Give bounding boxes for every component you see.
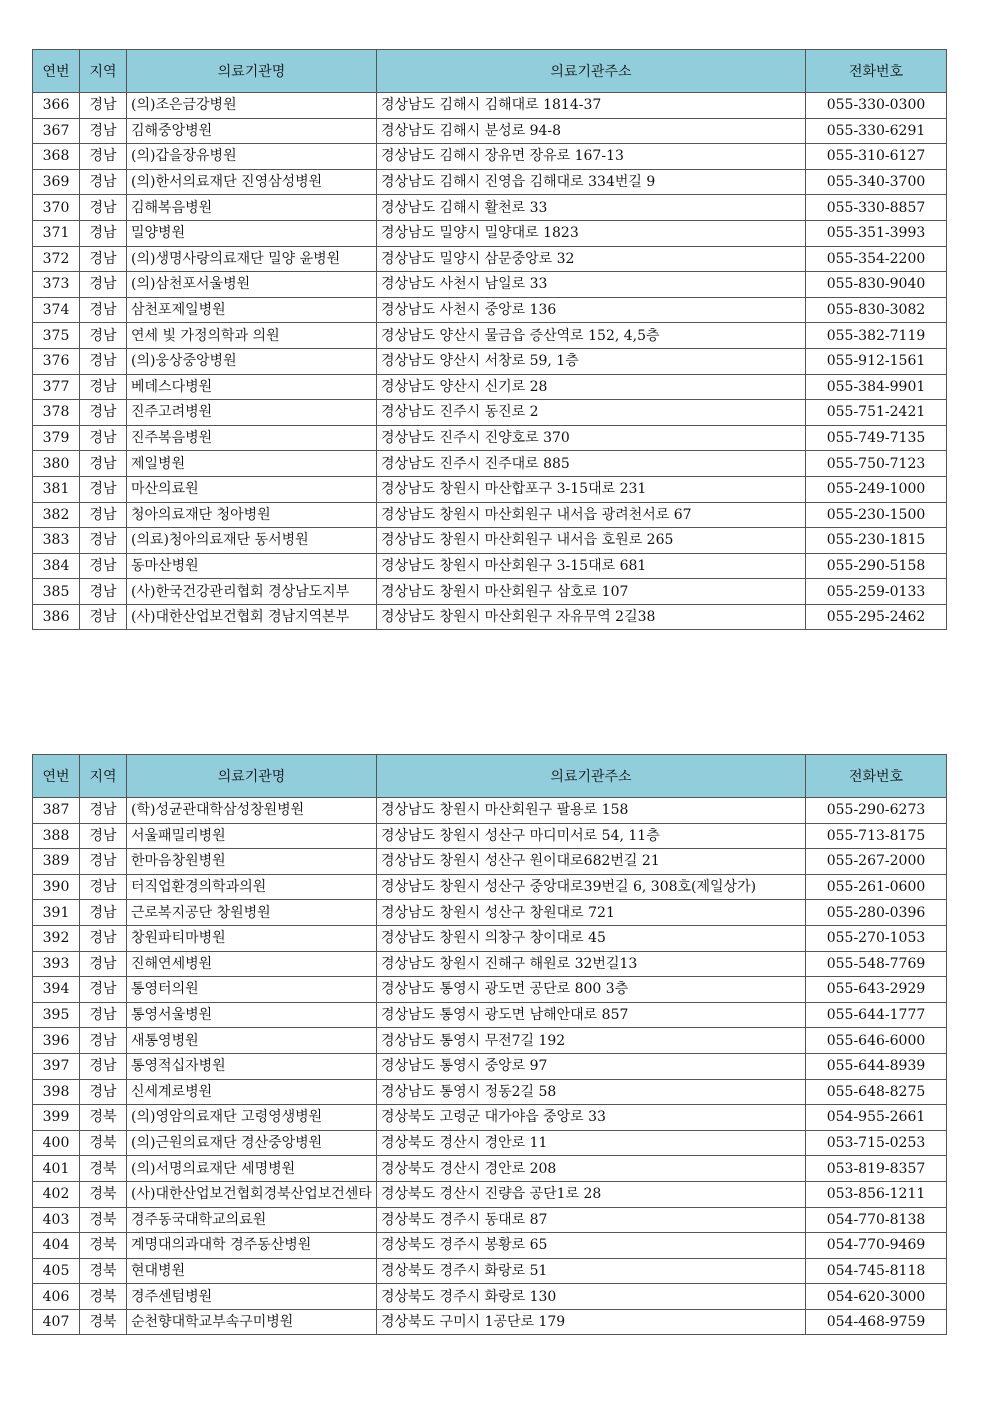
cell-address: 경상북도 경산시 경안로 208	[377, 1156, 806, 1182]
table-row	[33, 297, 947, 323]
cell-no: 378	[33, 400, 80, 426]
cell-phone: 054-770-9469	[806, 1233, 947, 1259]
cell-no: 369	[33, 169, 80, 195]
cell-no: 376	[33, 348, 80, 374]
table-row	[33, 93, 947, 119]
cell-region: 경북	[80, 1105, 127, 1131]
cell-no: 404	[33, 1233, 80, 1259]
cell-region: 경남	[80, 528, 127, 554]
cell-name: 통영적십자병원	[127, 1053, 377, 1079]
cell-region: 경남	[80, 476, 127, 502]
cell-region: 경남	[80, 874, 127, 900]
cell-region: 경남	[80, 400, 127, 426]
cell-name: 베데스다병원	[127, 374, 377, 400]
table-row	[33, 348, 947, 374]
table-row	[33, 798, 947, 824]
cell-region: 경남	[80, 451, 127, 477]
cell-address: 경상북도 고령군 대가야읍 중앙로 33	[377, 1105, 806, 1131]
table-row	[33, 1181, 947, 1207]
cell-address: 경상남도 김해시 장유면 장유로 167-13	[377, 144, 806, 170]
cell-no: 401	[33, 1156, 80, 1182]
cell-name: 경주센텀병원	[127, 1284, 377, 1310]
cell-phone: 055-648-8275	[806, 1079, 947, 1105]
cell-address: 경상남도 창원시 성산구 마디미서로 54, 11층	[377, 823, 806, 849]
cell-no: 386	[33, 604, 80, 630]
cell-phone: 055-295-2462	[806, 604, 947, 630]
cell-address: 경상북도 경산시 경안로 11	[377, 1130, 806, 1156]
col-header-address: 의료기관주소	[377, 50, 806, 93]
cell-name: (의)갑을장유병원	[127, 144, 377, 170]
cell-name: 김해중앙병원	[127, 118, 377, 144]
cell-phone: 055-830-9040	[806, 272, 947, 298]
cell-no: 382	[33, 502, 80, 528]
cell-region: 경남	[80, 323, 127, 349]
cell-region: 경남	[80, 169, 127, 195]
table-row	[33, 604, 947, 630]
cell-phone: 053-819-8357	[806, 1156, 947, 1182]
cell-phone: 054-620-3000	[806, 1284, 947, 1310]
col-header-region: 지역	[80, 50, 127, 93]
cell-name: 동마산병원	[127, 553, 377, 579]
table-row	[33, 144, 947, 170]
cell-region: 경남	[80, 1079, 127, 1105]
cell-no: 399	[33, 1105, 80, 1131]
cell-name: 마산의료원	[127, 476, 377, 502]
cell-no: 398	[33, 1079, 80, 1105]
cell-phone: 055-290-5158	[806, 553, 947, 579]
cell-name: 제일병원	[127, 451, 377, 477]
cell-no: 370	[33, 195, 80, 221]
cell-name: 서울패밀리병원	[127, 823, 377, 849]
table-header-row	[33, 50, 947, 93]
cell-phone: 053-856-1211	[806, 1181, 947, 1207]
cell-address: 경상남도 통영시 정동2길 58	[377, 1079, 806, 1105]
cell-no: 395	[33, 1002, 80, 1028]
cell-phone: 055-912-1561	[806, 348, 947, 374]
cell-region: 경남	[80, 144, 127, 170]
col-header-phone: 전화번호	[806, 50, 947, 93]
cell-region: 경남	[80, 1028, 127, 1054]
cell-address: 경상남도 김해시 활천로 33	[377, 195, 806, 221]
cell-no: 379	[33, 425, 80, 451]
table-row	[33, 951, 947, 977]
table-row	[33, 1284, 947, 1310]
cell-address: 경상남도 사천시 중앙로 136	[377, 297, 806, 323]
cell-region: 경남	[80, 900, 127, 926]
col-header-no: 연번	[33, 50, 80, 93]
cell-name: 현대병원	[127, 1258, 377, 1284]
cell-region: 경북	[80, 1207, 127, 1233]
cell-name: 통영터의원	[127, 977, 377, 1003]
cell-name: 경주동국대학교의료원	[127, 1207, 377, 1233]
cell-address: 경상남도 통영시 중앙로 97	[377, 1053, 806, 1079]
cell-phone: 055-382-7119	[806, 323, 947, 349]
cell-name: (사)한국건강관리협회 경상남도지부	[127, 579, 377, 605]
cell-phone: 055-644-8939	[806, 1053, 947, 1079]
cell-no: 367	[33, 118, 80, 144]
cell-name: (학)성균관대학삼성창원병원	[127, 798, 377, 824]
col-header-phone: 전화번호	[806, 755, 947, 798]
cell-address: 경상남도 밀양시 밀양대로 1823	[377, 220, 806, 246]
table-row	[33, 977, 947, 1003]
cell-address: 경상남도 김해시 진영읍 김해대로 334번길 9	[377, 169, 806, 195]
table-row	[33, 1002, 947, 1028]
cell-name: 순천향대학교부속구미병원	[127, 1309, 377, 1335]
cell-name: (의료)청아의료재단 동서병원	[127, 528, 377, 554]
cell-phone: 054-770-8138	[806, 1207, 947, 1233]
table-row	[33, 451, 947, 477]
cell-address: 경상남도 창원시 진해구 해원로 32번길13	[377, 951, 806, 977]
cell-no: 373	[33, 272, 80, 298]
cell-region: 경남	[80, 93, 127, 119]
cell-name: (사)대한산업보건협회 경남지역본부	[127, 604, 377, 630]
table-row	[33, 323, 947, 349]
cell-address: 경상남도 사천시 남일로 33	[377, 272, 806, 298]
cell-address: 경상남도 통영시 광도면 공단로 800 3층	[377, 977, 806, 1003]
cell-no: 387	[33, 798, 80, 824]
cell-region: 경남	[80, 849, 127, 875]
cell-no: 377	[33, 374, 80, 400]
cell-address: 경상남도 창원시 마산회원구 자유무역 2길38	[377, 604, 806, 630]
cell-no: 402	[33, 1181, 80, 1207]
cell-phone: 055-330-8857	[806, 195, 947, 221]
cell-address: 경상북도 경주시 봉황로 65	[377, 1233, 806, 1259]
cell-no: 397	[33, 1053, 80, 1079]
table-row	[33, 374, 947, 400]
cell-name: 진주복음병원	[127, 425, 377, 451]
table-row	[33, 1053, 947, 1079]
cell-no: 383	[33, 528, 80, 554]
table-row	[33, 553, 947, 579]
cell-address: 경상남도 양산시 서창로 59, 1층	[377, 348, 806, 374]
table-row	[33, 1258, 947, 1284]
cell-region: 경북	[80, 1130, 127, 1156]
cell-region: 경남	[80, 553, 127, 579]
cell-address: 경상북도 경산시 진량읍 공단1로 28	[377, 1181, 806, 1207]
table-row	[33, 849, 947, 875]
table-row	[33, 220, 947, 246]
table-body-2	[33, 798, 947, 1335]
cell-region: 경북	[80, 1258, 127, 1284]
cell-phone: 055-330-0300	[806, 93, 947, 119]
cell-region: 경남	[80, 977, 127, 1003]
cell-phone: 054-955-2661	[806, 1105, 947, 1131]
cell-name: 진해연세병원	[127, 951, 377, 977]
cell-no: 368	[33, 144, 80, 170]
cell-region: 경남	[80, 297, 127, 323]
cell-phone: 055-340-3700	[806, 169, 947, 195]
cell-address: 경상남도 창원시 성산구 원이대로682번길 21	[377, 849, 806, 875]
cell-no: 366	[33, 93, 80, 119]
cell-no: 381	[33, 476, 80, 502]
cell-no: 389	[33, 849, 80, 875]
cell-name: (의)근원의료재단 경산중앙병원	[127, 1130, 377, 1156]
cell-name: 밀양병원	[127, 220, 377, 246]
cell-region: 경남	[80, 579, 127, 605]
cell-address: 경상남도 진주시 진양호로 370	[377, 425, 806, 451]
cell-region: 경남	[80, 425, 127, 451]
cell-name: 창원파티마병원	[127, 925, 377, 951]
cell-name: 근로복지공단 창원병원	[127, 900, 377, 926]
cell-address: 경상북도 구미시 1공단로 179	[377, 1309, 806, 1335]
cell-no: 396	[33, 1028, 80, 1054]
cell-region: 경남	[80, 1053, 127, 1079]
cell-region: 경남	[80, 348, 127, 374]
table-row	[33, 272, 947, 298]
cell-no: 372	[33, 246, 80, 272]
cell-phone: 055-644-1777	[806, 1002, 947, 1028]
cell-region: 경북	[80, 1284, 127, 1310]
hospital-table-1	[32, 49, 947, 630]
cell-region: 경북	[80, 1309, 127, 1335]
cell-region: 경북	[80, 1233, 127, 1259]
cell-phone: 054-468-9759	[806, 1309, 947, 1335]
cell-phone: 055-384-9901	[806, 374, 947, 400]
cell-region: 경남	[80, 195, 127, 221]
cell-address: 경상남도 창원시 마산회원구 삼호로 107	[377, 579, 806, 605]
cell-no: 375	[33, 323, 80, 349]
cell-no: 405	[33, 1258, 80, 1284]
table-row	[33, 1130, 947, 1156]
col-header-address: 의료기관주소	[377, 755, 806, 798]
table-row	[33, 1309, 947, 1335]
table-row	[33, 823, 947, 849]
col-header-no: 연번	[33, 755, 80, 798]
cell-phone: 055-259-0133	[806, 579, 947, 605]
cell-no: 385	[33, 579, 80, 605]
cell-name: (의)생명사랑의료재단 밀양 윤병원	[127, 246, 377, 272]
cell-phone: 055-270-1053	[806, 925, 947, 951]
cell-no: 393	[33, 951, 80, 977]
cell-region: 경남	[80, 951, 127, 977]
cell-name: 김해복음병원	[127, 195, 377, 221]
cell-no: 403	[33, 1207, 80, 1233]
table-body-1	[33, 93, 947, 630]
table-row	[33, 925, 947, 951]
cell-address: 경상남도 창원시 성산구 창원대로 721	[377, 900, 806, 926]
cell-no: 392	[33, 925, 80, 951]
cell-phone: 055-249-1000	[806, 476, 947, 502]
cell-name: 청아의료재단 청아병원	[127, 502, 377, 528]
cell-address: 경상남도 창원시 마산회원구 내서읍 광려천서로 67	[377, 502, 806, 528]
table-row	[33, 1028, 947, 1054]
cell-region: 경남	[80, 925, 127, 951]
cell-region: 경북	[80, 1156, 127, 1182]
table-row	[33, 874, 947, 900]
cell-address: 경상남도 창원시 마산회원구 팔용로 158	[377, 798, 806, 824]
cell-region: 경남	[80, 272, 127, 298]
cell-phone: 055-750-7123	[806, 451, 947, 477]
cell-phone: 055-230-1500	[806, 502, 947, 528]
cell-region: 경남	[80, 1002, 127, 1028]
table-row	[33, 195, 947, 221]
cell-phone: 055-351-3993	[806, 220, 947, 246]
cell-address: 경상남도 창원시 의창구 창이대로 45	[377, 925, 806, 951]
cell-address: 경상남도 창원시 성산구 중앙대로39번길 6, 308호(제일상가)	[377, 874, 806, 900]
cell-phone: 055-749-7135	[806, 425, 947, 451]
cell-name: (의)서명의료재단 세명병원	[127, 1156, 377, 1182]
cell-phone: 055-230-1815	[806, 528, 947, 554]
table-row	[33, 900, 947, 926]
cell-name: (의)조은금강병원	[127, 93, 377, 119]
table-row	[33, 528, 947, 554]
cell-phone: 055-643-2929	[806, 977, 947, 1003]
table-row	[33, 1207, 947, 1233]
cell-no: 407	[33, 1309, 80, 1335]
cell-address: 경상남도 양산시 신기로 28	[377, 374, 806, 400]
cell-address: 경상남도 통영시 광도면 남해안대로 857	[377, 1002, 806, 1028]
cell-no: 391	[33, 900, 80, 926]
cell-address: 경상북도 경주시 화랑로 130	[377, 1284, 806, 1310]
cell-phone: 055-330-6291	[806, 118, 947, 144]
cell-phone: 055-310-6127	[806, 144, 947, 170]
cell-phone: 055-830-3082	[806, 297, 947, 323]
table-row	[33, 502, 947, 528]
cell-region: 경남	[80, 220, 127, 246]
table-row	[33, 246, 947, 272]
cell-address: 경상남도 김해시 김해대로 1814-37	[377, 93, 806, 119]
cell-address: 경상남도 창원시 마산합포구 3-15대로 231	[377, 476, 806, 502]
cell-region: 경남	[80, 823, 127, 849]
table-row	[33, 1233, 947, 1259]
cell-name: (의)삼천포서울병원	[127, 272, 377, 298]
cell-name: (의)웅상중앙병원	[127, 348, 377, 374]
table-row	[33, 1105, 947, 1131]
cell-region: 경북	[80, 1181, 127, 1207]
cell-address: 경상남도 진주시 동진로 2	[377, 400, 806, 426]
cell-no: 394	[33, 977, 80, 1003]
cell-name: 삼천포제일병원	[127, 297, 377, 323]
cell-name: 터직업환경의학과의원	[127, 874, 377, 900]
table-row	[33, 118, 947, 144]
cell-address: 경상남도 통영시 무전7길 192	[377, 1028, 806, 1054]
cell-region: 경남	[80, 118, 127, 144]
cell-phone: 055-267-2000	[806, 849, 947, 875]
col-header-region: 지역	[80, 755, 127, 798]
cell-no: 390	[33, 874, 80, 900]
cell-no: 374	[33, 297, 80, 323]
cell-name: 통영서울병원	[127, 1002, 377, 1028]
cell-phone: 055-290-6273	[806, 798, 947, 824]
cell-name: 신세계로병원	[127, 1079, 377, 1105]
cell-phone: 055-548-7769	[806, 951, 947, 977]
table-header-row	[33, 755, 947, 798]
cell-region: 경남	[80, 798, 127, 824]
cell-name: (사)대한산업보건협회경북산업보건센타	[127, 1181, 377, 1207]
cell-name: 한마음창원병원	[127, 849, 377, 875]
cell-phone: 055-261-0600	[806, 874, 947, 900]
cell-name: (의)영암의료재단 고령영생병원	[127, 1105, 377, 1131]
col-header-name: 의료기관명	[127, 50, 377, 93]
cell-region: 경남	[80, 246, 127, 272]
table-row	[33, 400, 947, 426]
table-row	[33, 169, 947, 195]
cell-address: 경상북도 경주시 동대로 87	[377, 1207, 806, 1233]
cell-address: 경상남도 창원시 마산회원구 내서읍 호원로 265	[377, 528, 806, 554]
table-row	[33, 1156, 947, 1182]
cell-name: 연세 빛 가정의학과 의원	[127, 323, 377, 349]
cell-address: 경상남도 김해시 분성로 94-8	[377, 118, 806, 144]
table-row	[33, 579, 947, 605]
cell-phone: 055-354-2200	[806, 246, 947, 272]
cell-name: 새통영병원	[127, 1028, 377, 1054]
cell-address: 경상북도 경주시 화랑로 51	[377, 1258, 806, 1284]
cell-phone: 055-646-6000	[806, 1028, 947, 1054]
cell-no: 388	[33, 823, 80, 849]
col-header-name: 의료기관명	[127, 755, 377, 798]
cell-name: 계명대의과대학 경주동산병원	[127, 1233, 377, 1259]
cell-no: 384	[33, 553, 80, 579]
cell-address: 경상남도 창원시 마산회원구 3-15대로 681	[377, 553, 806, 579]
cell-region: 경남	[80, 374, 127, 400]
cell-name: (의)한서의료재단 진영삼성병원	[127, 169, 377, 195]
cell-region: 경남	[80, 502, 127, 528]
cell-address: 경상남도 진주시 진주대로 885	[377, 451, 806, 477]
cell-address: 경상남도 양산시 물금읍 증산역로 152, 4,5층	[377, 323, 806, 349]
cell-name: 진주고려병원	[127, 400, 377, 426]
table-row	[33, 1079, 947, 1105]
cell-region: 경남	[80, 604, 127, 630]
cell-address: 경상남도 밀양시 삼문중앙로 32	[377, 246, 806, 272]
cell-no: 406	[33, 1284, 80, 1310]
cell-no: 380	[33, 451, 80, 477]
cell-phone: 054-745-8118	[806, 1258, 947, 1284]
cell-no: 371	[33, 220, 80, 246]
hospital-table-2	[32, 754, 947, 1335]
cell-no: 400	[33, 1130, 80, 1156]
table-row	[33, 425, 947, 451]
cell-phone: 053-715-0253	[806, 1130, 947, 1156]
cell-phone: 055-713-8175	[806, 823, 947, 849]
cell-phone: 055-751-2421	[806, 400, 947, 426]
table-row	[33, 476, 947, 502]
cell-phone: 055-280-0396	[806, 900, 947, 926]
